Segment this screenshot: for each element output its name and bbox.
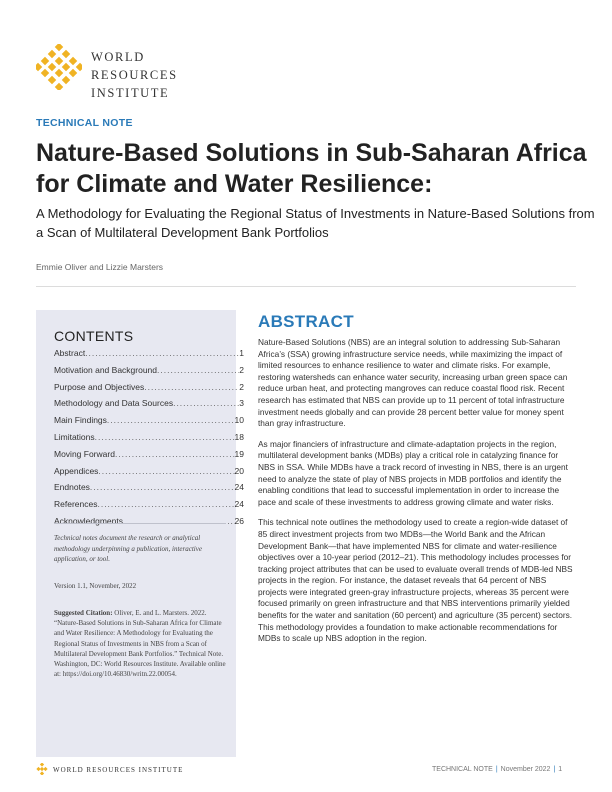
toc-item-page: 24 bbox=[234, 499, 244, 510]
technical-note-description: Technical notes document the research or analytical methodology underpinning a publication, interactive application, or tool. bbox=[54, 534, 202, 563]
org-name-line-3: INSTITUTE bbox=[91, 86, 170, 100]
toc-item-page: 2 bbox=[239, 364, 244, 375]
footer-doc-type: TECHNICAL NOTE bbox=[432, 766, 493, 773]
toc-item[interactable] bbox=[54, 348, 244, 365]
toc-item-label: Methodology and Data Sources bbox=[54, 398, 174, 409]
version-info: Version 1.1, November, 2022 bbox=[54, 582, 137, 590]
toc-item-page: 3 bbox=[239, 398, 244, 409]
toc-item-page: 18 bbox=[234, 431, 244, 442]
abstract-paragraph: As major financiers of infrastructure and climate-adaptation projects in the region, multilateral development banks (MDBs) play a critical role in catalyzing finance for NBS in SSA. While MDBs have a track record of investing in NBS, there is an urgent need to analyze the state of play of NBS projects in MDB portfolios and identify the enabling conditions that lead to successful implementation in order to increase the pace and scale of these investments to address growing climate and water risks. bbox=[258, 438, 568, 507]
contents-sidebar bbox=[36, 310, 244, 757]
footer-separator: | bbox=[553, 766, 556, 773]
toc-item[interactable] bbox=[54, 449, 244, 466]
toc-item-label: Purpose and Objectives bbox=[54, 381, 145, 392]
document-title: Nature-Based Solutions in Sub-Saharan Africa for Climate and Water Resilience: bbox=[36, 139, 587, 198]
toc-item[interactable] bbox=[54, 398, 244, 415]
toc-item[interactable] bbox=[54, 466, 244, 483]
toc-item-page: 1 bbox=[239, 348, 244, 358]
contents-title: CONTENTS bbox=[54, 328, 134, 344]
toc-item-label: Abstract bbox=[54, 348, 86, 358]
footer-date: November 2022 bbox=[500, 766, 551, 773]
footer-separator: | bbox=[495, 766, 498, 773]
toc-item-label: Acknowledgments bbox=[54, 515, 123, 526]
footer-page-info bbox=[432, 766, 562, 773]
suggested-citation bbox=[54, 608, 226, 679]
toc-item[interactable] bbox=[54, 415, 244, 432]
toc-item-label: Motivation and Background bbox=[54, 364, 158, 375]
abstract-body bbox=[258, 337, 576, 654]
page-number: 1 bbox=[558, 766, 563, 773]
abstract-heading: ABSTRACT bbox=[258, 312, 354, 331]
wri-footer-logo-icon bbox=[36, 763, 48, 775]
toc-item-page: 24 bbox=[234, 482, 244, 493]
toc-item-page: 2 bbox=[239, 381, 244, 392]
toc-item-label: Endnotes bbox=[54, 482, 90, 493]
org-name-line-2: RESOURCES bbox=[91, 68, 178, 82]
abstract-paragraph: Nature-Based Solutions (NBS) are an integral solution to addressing Sub-Saharan Africa’s (SSA) growing infrastructure service needs, while maximizing the impact of limited resources to enhance resilience to water and climate risks. For example, restoring watersheds can enhance water security, increasing urban green space can reduce urban heat, and protecting mangroves can reduce coastal flood risk. Recent research has estimated that NBS can provide up to 11 percent of total infrastructure investment needs globally and can provide 28 percent better value for money spent than gray infrastructure. bbox=[258, 337, 568, 429]
toc-item[interactable] bbox=[54, 365, 244, 382]
footer-org-name: WORLD RESOURCES INSTITUTE bbox=[53, 766, 184, 774]
toc-item[interactable] bbox=[54, 499, 244, 516]
toc-item-page: 10 bbox=[234, 415, 244, 426]
toc-item-label: Appendices bbox=[54, 465, 99, 476]
toc-item-page: 20 bbox=[234, 465, 244, 476]
toc-item-label: References bbox=[54, 499, 98, 510]
toc-item[interactable] bbox=[54, 482, 244, 499]
contents-divider bbox=[54, 523, 226, 524]
org-name-line-1: WORLD bbox=[91, 50, 145, 64]
toc-item-label: Limitations bbox=[54, 431, 95, 442]
toc-item-label: Moving Forward bbox=[54, 448, 115, 459]
header-divider bbox=[36, 286, 576, 287]
toc-item[interactable] bbox=[54, 382, 244, 399]
toc-item-label: Main Findings bbox=[54, 415, 107, 426]
authors: Emmie Oliver and Lizzie Marsters bbox=[36, 262, 164, 272]
wri-logo-icon bbox=[36, 44, 82, 90]
toc-item[interactable] bbox=[54, 516, 244, 533]
citation-label: Suggested Citation: bbox=[54, 609, 113, 617]
citation-text: Oliver, E. and L. Marsters. 2022. “Nature-Based Solutions in Sub-Saharan Africa for Climate and Water Resilience: A Methodology for Evaluating the Regional Status of Investments in NBS from a Scan of Multilateral Development Bank Portfolios.” Technical Note. Washington, DC: World Resources Institute. Available online at: https://doi.org/10.46830/writn.22.00054. bbox=[54, 609, 226, 679]
abstract-paragraph: This technical note outlines the methodology used to create a region-wide dataset of 85 direct investment projects from two MDBs—the World Bank and the African Development Bank—that have implemented NBS for climate and water-resilience objectives over a 10-year period (2012–21). This methodology includes processes for tracking project attributes that can be used to evaluate overall trends of MDB-led NBS projects in the region. For instance, the dataset reveals that 64 percent of NBS projects were integrated green-gray infrastructure projects, whereas 35 percent were focused primarily on green infrastructure and that NBS interventions primarily yielded benefits for the water and sanitation (60 percent) and agriculture (35 percent) sectors. This methodology provides a foundation to make actionable recommendations for MDBs to scale up NBS adoption in the region. bbox=[258, 517, 573, 644]
toc-item-page: 26 bbox=[234, 515, 244, 526]
document-subtitle: A Methodology for Evaluating the Regional Status of Investments in Nature-Based Solutions from a Scan of Multilateral Development Bank Portfolios bbox=[36, 206, 595, 240]
toc-item-page: 19 bbox=[234, 448, 244, 459]
document-type-label: TECHNICAL NOTE bbox=[36, 117, 133, 129]
toc-item[interactable] bbox=[54, 432, 244, 449]
contents-list bbox=[54, 348, 244, 533]
